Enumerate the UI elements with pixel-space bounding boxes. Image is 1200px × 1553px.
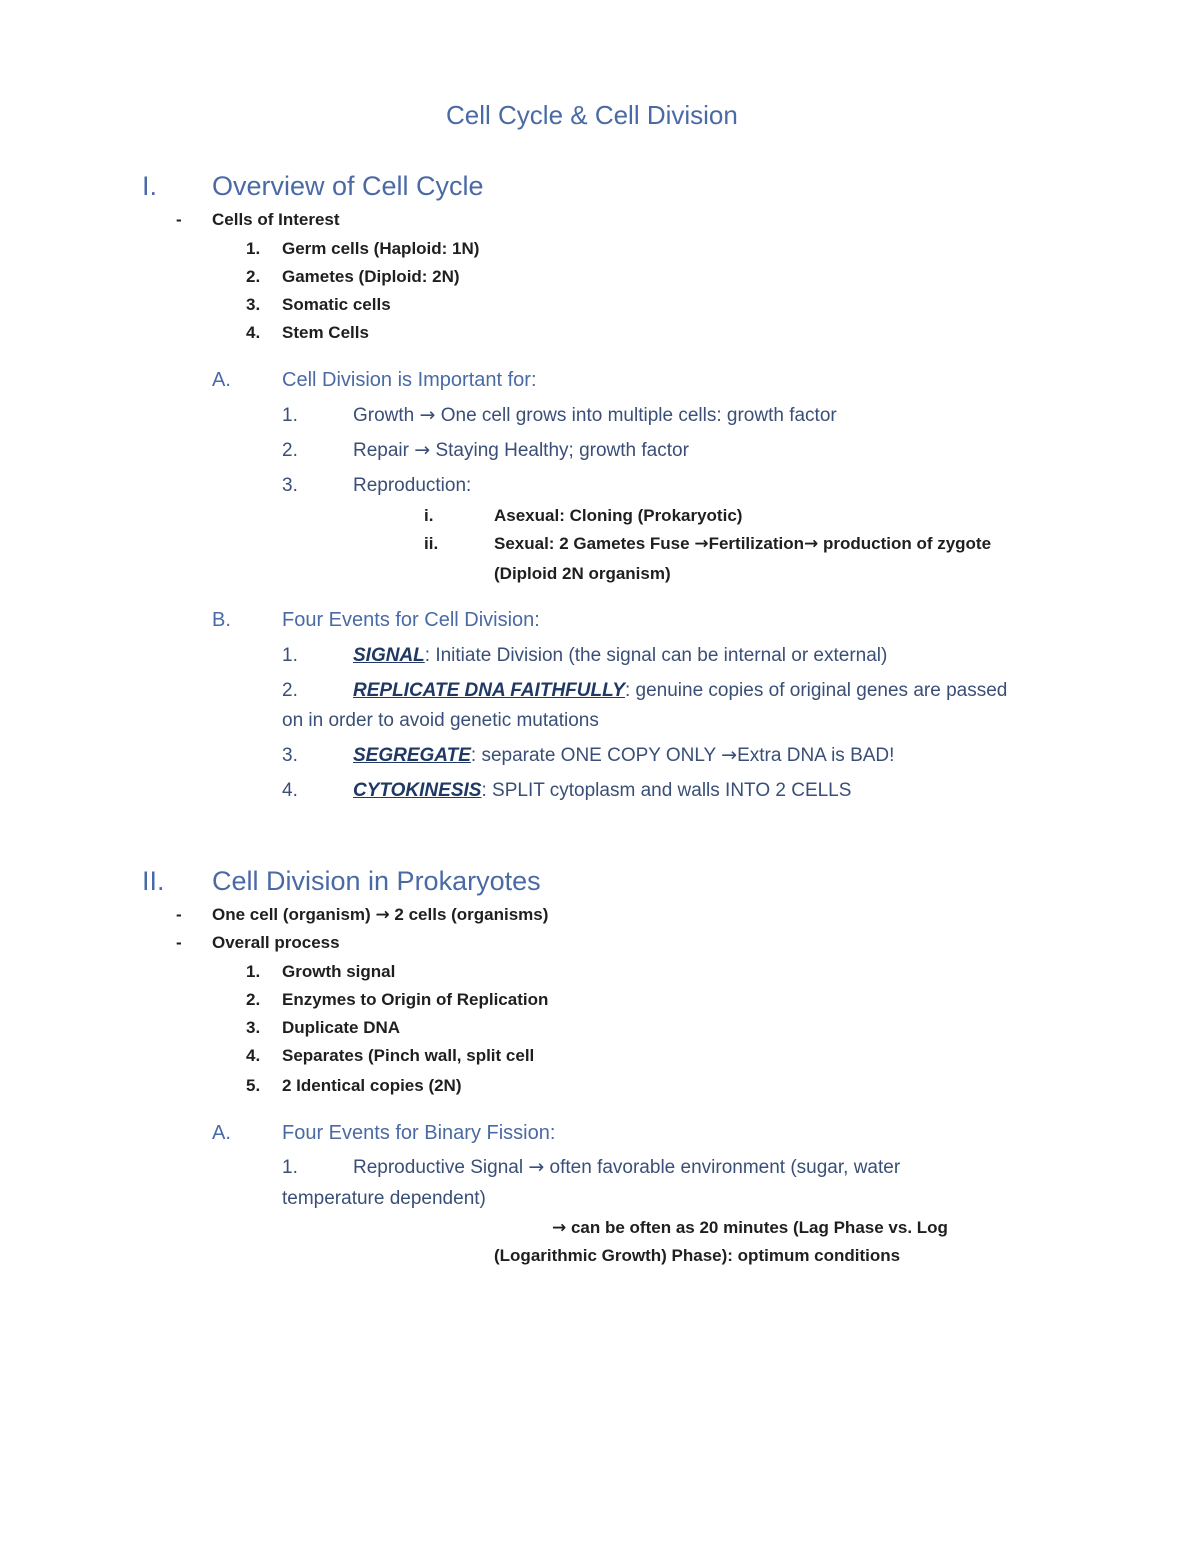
list-item: Reproduction: bbox=[353, 475, 472, 496]
list-item: 2 Identical copies (2N) bbox=[282, 1076, 462, 1095]
list-number: 1. bbox=[246, 239, 261, 258]
subsection-a-number: A. bbox=[212, 369, 231, 391]
list-number: 1. bbox=[282, 405, 298, 426]
list-number: 5. bbox=[246, 1076, 261, 1095]
list-item: Reproductive Signal → often favorable environment (sugar, water bbox=[353, 1156, 901, 1178]
list-item: Gametes (Diploid: 2N) bbox=[282, 267, 460, 286]
list-number: 4. bbox=[246, 1046, 261, 1065]
list-number: 2. bbox=[246, 267, 261, 286]
bullet-item: Overall process bbox=[212, 933, 340, 952]
bullet-dash: - bbox=[176, 210, 182, 229]
list-item: Growth → One cell grows into multiple cells: growth factor bbox=[353, 404, 837, 426]
list-item: Stem Cells bbox=[282, 323, 369, 342]
list-number: 3. bbox=[282, 745, 298, 766]
list-item: REPLICATE DNA FAITHFULLY: genuine copies of original genes are passed bbox=[353, 680, 1008, 701]
list-number: 3. bbox=[246, 1018, 261, 1037]
bullet-item: One cell (organism) → 2 cells (organisms) bbox=[212, 905, 549, 925]
roman-number: ii. bbox=[424, 534, 439, 553]
arrow-icon: → bbox=[552, 1218, 567, 1238]
section-2-heading: Cell Division in Prokaryotes bbox=[212, 866, 541, 896]
subsection-b-number: B. bbox=[212, 609, 231, 631]
arrow-icon: → bbox=[803, 534, 819, 554]
list-number: 2. bbox=[282, 440, 298, 461]
section-2-number: II. bbox=[142, 866, 165, 896]
list-number: 1. bbox=[282, 645, 298, 666]
subsection-a-heading: Four Events for Binary Fission: bbox=[282, 1122, 556, 1144]
bullet-dash: - bbox=[176, 905, 182, 924]
list-number: 4. bbox=[246, 323, 261, 342]
list-item: Duplicate DNA bbox=[282, 1018, 401, 1037]
list-item-continuation: on in order to avoid genetic mutations bbox=[282, 710, 599, 731]
roman-number: i. bbox=[424, 506, 434, 525]
subsection-a-heading: Cell Division is Important for: bbox=[282, 369, 537, 391]
list-item: Growth signal bbox=[282, 962, 396, 981]
bullet-dash: - bbox=[176, 933, 182, 952]
list-number: 1. bbox=[246, 962, 261, 981]
note-line-continuation: (Logarithmic Growth) Phase): optimum conditions bbox=[494, 1246, 901, 1265]
arrow-icon: → bbox=[528, 1156, 545, 1178]
arrow-icon: → bbox=[721, 744, 738, 766]
arrow-icon: → bbox=[419, 404, 436, 426]
note-line: → can be often as 20 minutes (Lag Phase vs. Log bbox=[552, 1218, 948, 1238]
list-item-continuation: temperature dependent) bbox=[282, 1188, 486, 1209]
list-number: 3. bbox=[282, 475, 298, 496]
subsection-b-heading: Four Events for Cell Division: bbox=[282, 609, 540, 631]
list-number: 2. bbox=[282, 680, 298, 701]
list-item: SIGNAL: Initiate Division (the signal can be internal or external) bbox=[353, 645, 888, 666]
section-1-number: I. bbox=[142, 171, 158, 201]
list-number: 3. bbox=[246, 295, 261, 314]
roman-item-continuation: (Diploid 2N organism) bbox=[494, 564, 671, 583]
list-item: Separates (Pinch wall, split cell bbox=[282, 1046, 535, 1065]
list-item: Repair → Staying Healthy; growth factor bbox=[353, 439, 689, 461]
list-number: 4. bbox=[282, 780, 298, 801]
roman-item: Asexual: Cloning (Prokaryotic) bbox=[494, 506, 743, 525]
list-number: 1. bbox=[282, 1157, 298, 1178]
arrow-icon: → bbox=[375, 905, 390, 925]
list-number: 2. bbox=[246, 990, 261, 1009]
list-item: Somatic cells bbox=[282, 295, 391, 314]
list-item: Germ cells (Haploid: 1N) bbox=[282, 239, 480, 258]
page-title: Cell Cycle & Cell Division bbox=[446, 100, 738, 130]
list-item: SEGREGATE: separate ONE COPY ONLY →Extra DNA is BAD! bbox=[353, 744, 895, 766]
arrow-icon: → bbox=[694, 534, 709, 554]
roman-item: Sexual: 2 Gametes Fuse →Fertilization→ production of zygote bbox=[494, 534, 992, 554]
list-item: CYTOKINESIS: SPLIT cytoplasm and walls INTO 2 CELLS bbox=[353, 780, 852, 801]
bullet-cells-of-interest: Cells of Interest bbox=[212, 210, 340, 229]
section-1-heading: Overview of Cell Cycle bbox=[212, 171, 484, 201]
list-item: Enzymes to Origin of Replication bbox=[282, 990, 549, 1009]
arrow-icon: → bbox=[414, 439, 431, 461]
subsection-a-number: A. bbox=[212, 1122, 231, 1144]
